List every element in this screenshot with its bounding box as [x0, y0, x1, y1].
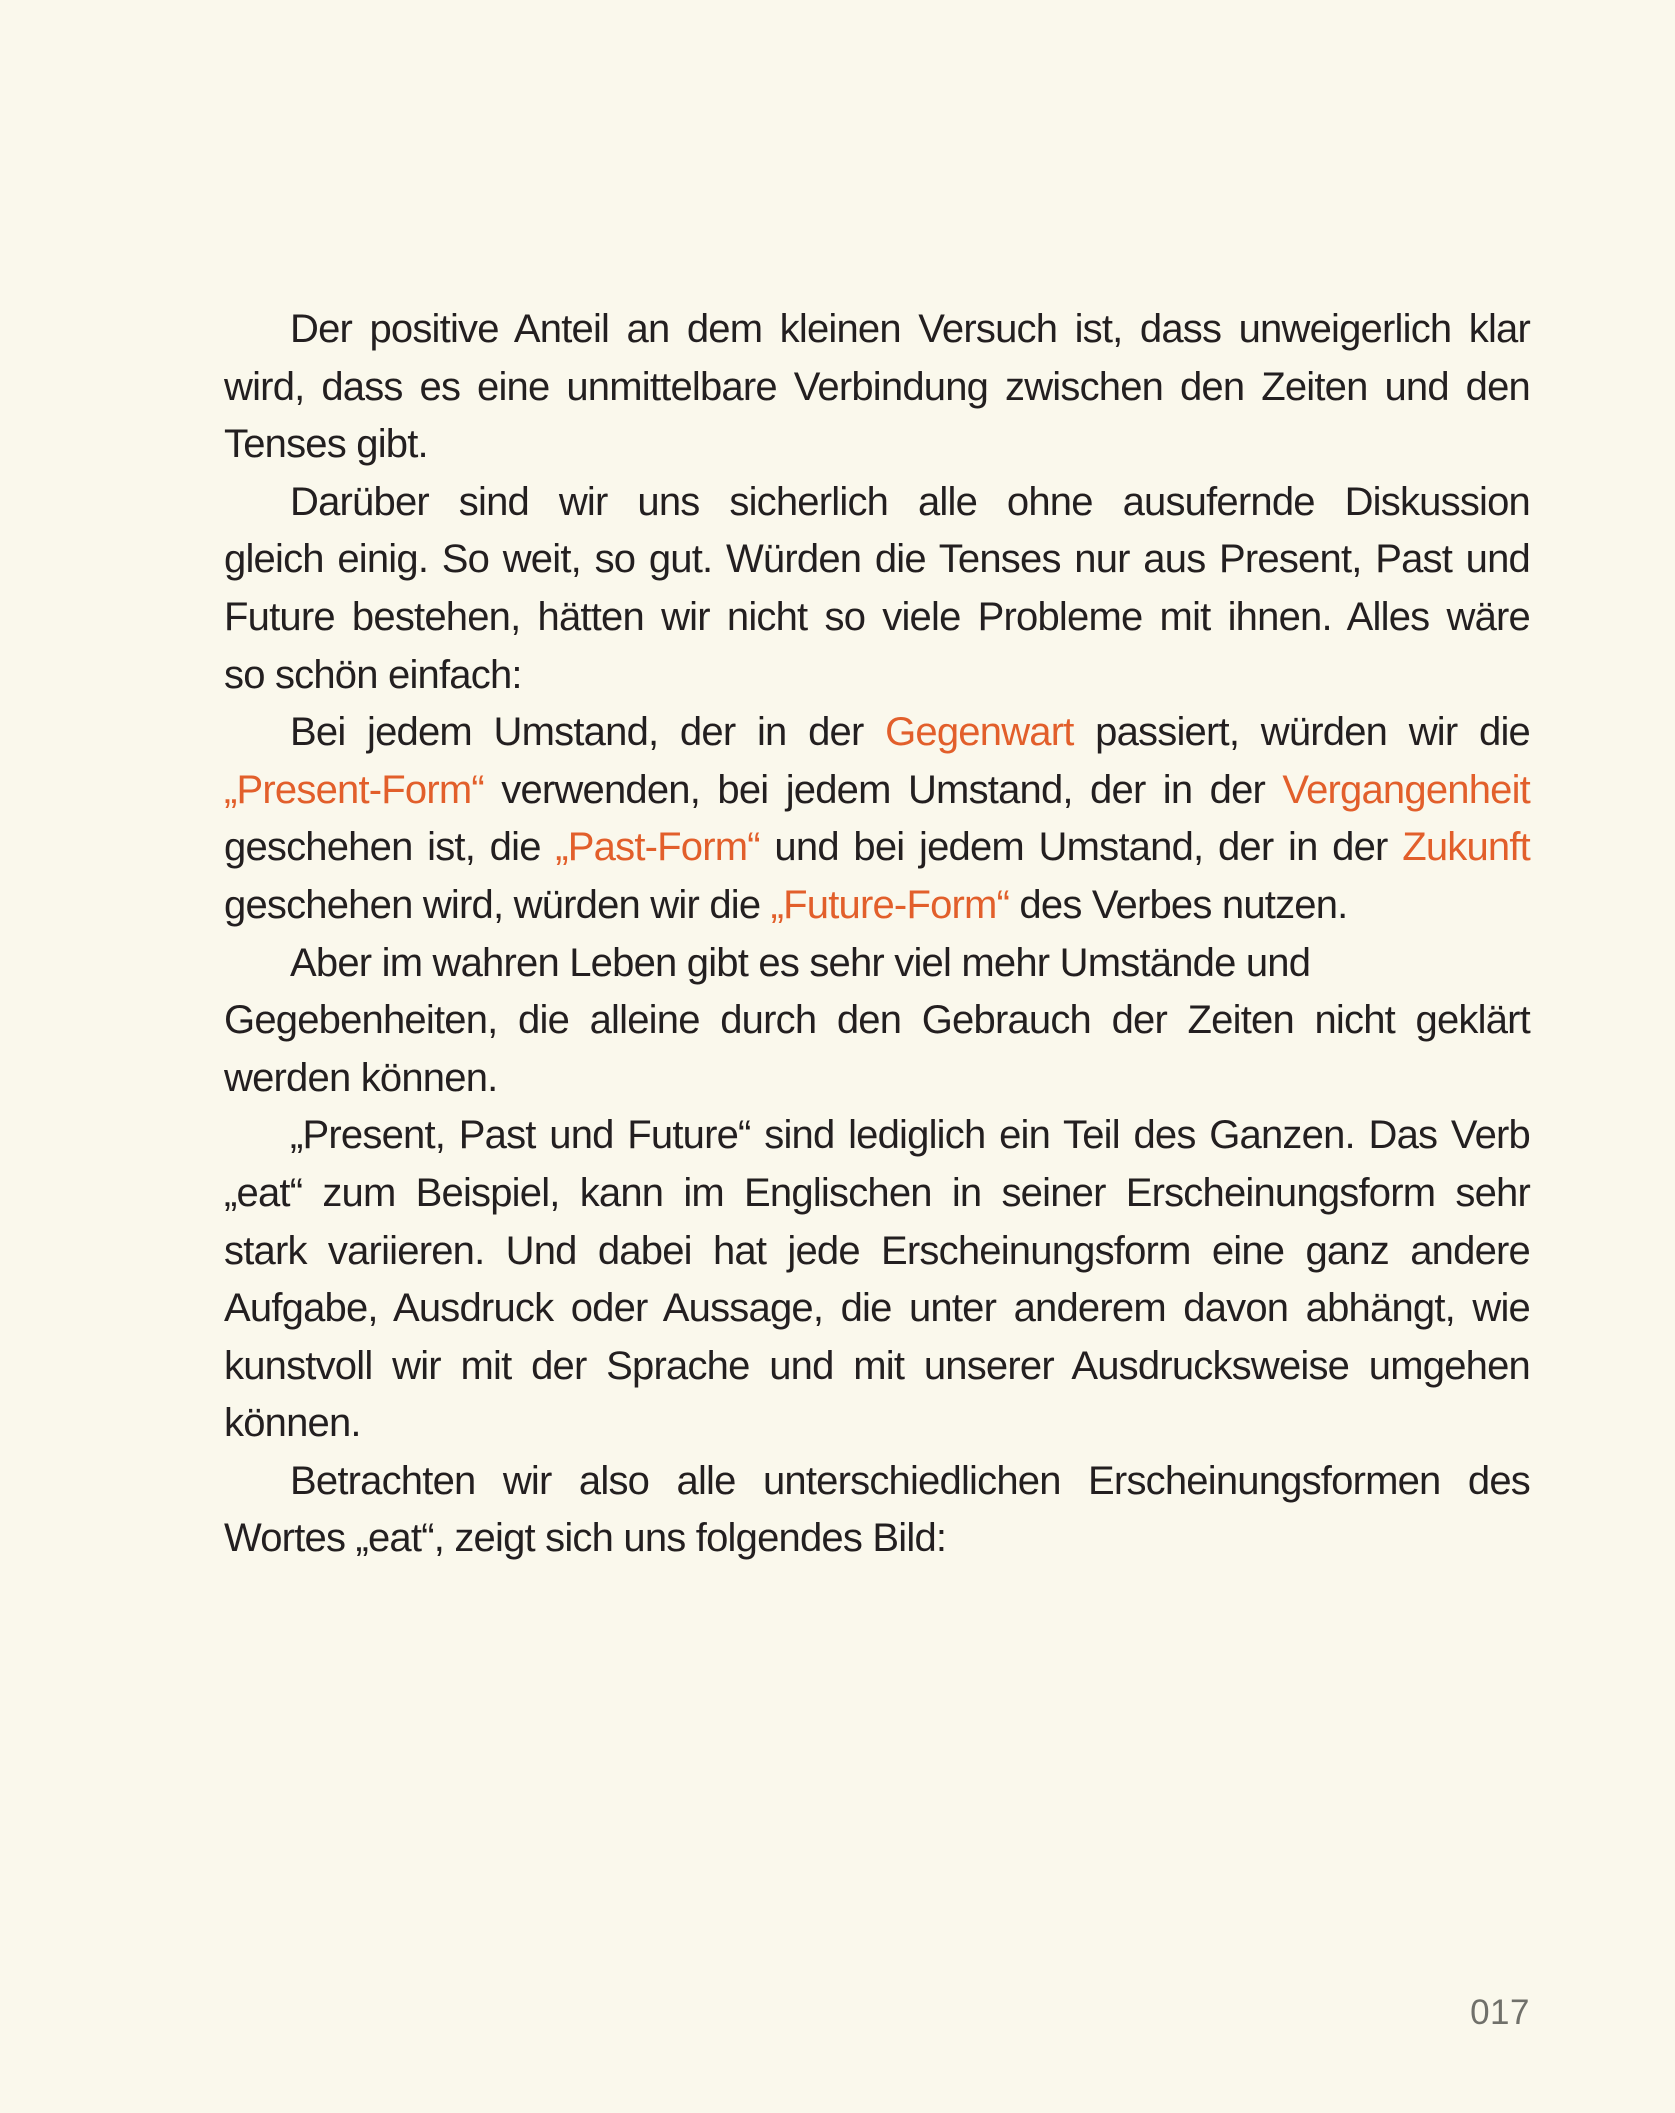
text-line	[224, 301, 1530, 359]
page-number: 017	[1470, 1993, 1530, 2032]
text-line	[224, 935, 1530, 993]
text-segment: Der positive Anteil an dem kleinen Versuch ist, dass unweigerlich klar	[290, 307, 1530, 351]
text-segment: Bei jedem Umstand, der in der	[290, 710, 886, 755]
text-line	[224, 1107, 1530, 1165]
text-segment: geschehen wird, würden wir die	[224, 882, 771, 927]
text-line	[224, 1223, 1530, 1281]
text-segment: Future bestehen, hätten wir nicht so viele Probleme mit ihnen. Alles wäre	[224, 594, 1530, 639]
text-segment: Aufgabe, Ausdruck oder Aussage, die unter anderem davon abhängt, wie	[224, 1286, 1530, 1331]
text-segment: Aber im wahren Leben gibt es sehr viel mehr Umstände und	[290, 940, 1311, 985]
text-line	[224, 1395, 1530, 1453]
text-line	[224, 877, 1530, 935]
text-line	[224, 359, 1530, 417]
text-line	[224, 1165, 1530, 1223]
highlighted-term: Vergangenheit	[1282, 767, 1530, 812]
text-segment: Gegebenheiten, die alleine durch den Gebrauch der Zeiten nicht geklärt	[224, 998, 1530, 1043]
text-line	[224, 992, 1530, 1050]
text-line	[224, 1510, 1530, 1568]
text-segment: Wortes „eat“, zeigt sich uns folgendes Bild:	[224, 1516, 947, 1561]
text-segment: so schön einfach:	[224, 652, 522, 697]
text-segment: und bei jedem Umstand, der in der	[759, 825, 1403, 870]
text-segment: Tenses gibt.	[224, 422, 428, 467]
text-segment: kunstvoll wir mit der Sprache und mit unserer Ausdrucksweise umgehen	[224, 1343, 1530, 1388]
text-line	[224, 1338, 1530, 1396]
body-text	[224, 301, 1530, 1568]
text-line	[224, 474, 1530, 532]
text-segment: verwenden, bei jedem Umstand, der in der	[483, 767, 1283, 812]
highlighted-term: „Present-Form“	[224, 767, 484, 812]
highlighted-term: „Future-Form“	[770, 882, 1010, 927]
text-segment: passiert, würden wir die	[1073, 710, 1530, 755]
text-segment: können.	[224, 1401, 361, 1446]
highlighted-term: „Past-Form“	[555, 825, 760, 870]
text-line	[224, 704, 1530, 762]
highlighted-term: Zukunft	[1402, 825, 1530, 870]
text-segment: Betrachten wir also alle unterschiedlichen Erscheinungsformen des	[290, 1458, 1530, 1503]
text-segment: wird, dass es eine unmittelbare Verbindung zwischen den Zeiten und den	[224, 364, 1530, 409]
text-line	[224, 531, 1530, 589]
text-segment: des Verbes nutzen.	[1009, 882, 1348, 927]
text-line	[224, 762, 1530, 820]
text-line	[224, 1050, 1530, 1108]
text-segment: geschehen ist, die	[224, 825, 556, 870]
text-segment: Darüber sind wir uns sicherlich alle ohne ausufernde Diskussion	[290, 479, 1530, 524]
text-segment: gleich einig. So weit, so gut. Würden die Tenses nur aus Present, Past und	[224, 537, 1530, 582]
text-line	[224, 819, 1530, 877]
text-line	[224, 1453, 1530, 1511]
text-segment: werden können.	[224, 1055, 498, 1100]
highlighted-term: Gegenwart	[885, 710, 1074, 755]
text-segment: „Present, Past und Future“ sind lediglich ein Teil des Ganzen. Das Verb	[290, 1113, 1530, 1158]
text-line	[224, 589, 1530, 647]
text-line	[224, 1280, 1530, 1338]
text-line	[224, 647, 1530, 705]
text-segment: stark variieren. Und dabei hat jede Erscheinungsform eine ganz andere	[224, 1228, 1530, 1273]
text-line	[224, 416, 1530, 474]
text-segment: „eat“ zum Beispiel, kann im Englischen in seiner Erscheinungsform sehr	[224, 1170, 1530, 1215]
